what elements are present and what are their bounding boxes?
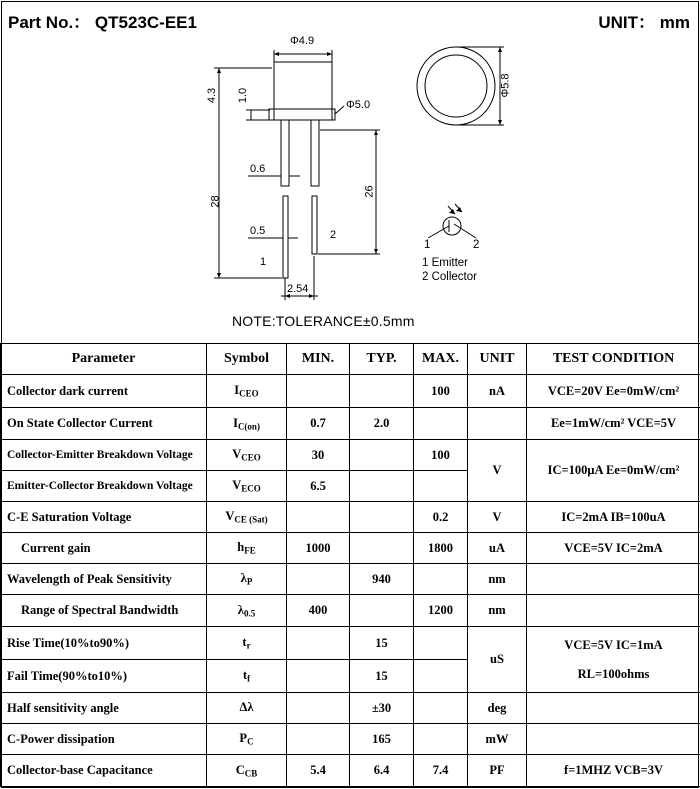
typ-cell [350, 533, 414, 564]
top-view-inner [425, 55, 487, 117]
max-cell: 7.4 [414, 755, 468, 787]
min-cell: 30 [287, 440, 350, 471]
typ-cell [350, 375, 414, 408]
unit-cell: V [468, 440, 527, 502]
max-cell [414, 724, 468, 755]
max-cell: 100 [414, 375, 468, 408]
typ-cell: 15 [350, 627, 414, 660]
min-cell: 5.4 [287, 755, 350, 787]
condition-cell: Ee=1mW/cm² VCE=5V [527, 408, 700, 440]
typ-cell [350, 502, 414, 533]
symbol-cell: $t_f$ [207, 660, 287, 693]
symbol-cell: $V_{ECO}$ [207, 471, 287, 502]
dim-body-height: 4.3 [206, 87, 219, 104]
param-cell: Emitter-Collector Breakdown Voltage [1, 471, 207, 502]
min-cell [287, 375, 350, 408]
unit-label: UNIT： [598, 13, 656, 32]
dim-flange-height: 1.0 [237, 87, 250, 104]
unit-cell: V [468, 502, 527, 533]
typ-cell [350, 595, 414, 627]
table-row [1, 440, 700, 471]
unit-value: mm [659, 13, 690, 32]
param-cell: C-E Saturation Voltage [1, 502, 207, 533]
table-row [1, 564, 700, 595]
unit-cell: uA [468, 533, 527, 564]
typ-cell: 165 [350, 724, 414, 755]
dim-total-length: 28 [209, 195, 222, 208]
pin-2-label: 2 [330, 229, 337, 241]
typ-cell [350, 440, 414, 471]
schematic-pin-1: 1 [424, 239, 431, 251]
param-cell: C-Power dissipation [1, 724, 207, 755]
dim-top-diameter: Φ5.8 [499, 73, 512, 98]
min-cell [287, 693, 350, 724]
legend-emitter: 1 Emitter [422, 257, 469, 269]
header-max: MAX. [414, 344, 468, 375]
table-row [1, 595, 700, 627]
min-cell: 0.7 [287, 408, 350, 440]
symbol-cell: $I_{C(on)}$ [207, 408, 287, 440]
max-cell [414, 627, 468, 660]
condition-cell: f=1MHZ VCB=3V [527, 755, 700, 787]
header-parameter: Parameter [1, 344, 207, 375]
header-unit: UNIT [468, 344, 527, 375]
min-cell [287, 564, 350, 595]
unit-cell: PF [468, 755, 527, 787]
legend-collector: 2 Collector [422, 271, 477, 283]
symbol-cell: $h_{FE}$ [207, 533, 287, 564]
condition-cell: VCE=20V Ee=0mW/cm² [527, 375, 700, 408]
condition-cell: IC=2mA IB=100uA [527, 502, 700, 533]
unit-cell: mW [468, 724, 527, 755]
min-cell [287, 627, 350, 660]
unit-cell: nm [468, 595, 527, 627]
symbol-cell: $C_{CB}$ [207, 755, 287, 787]
flange [269, 109, 335, 120]
min-cell: 1000 [287, 533, 350, 564]
dim-pitch: 2.54 [287, 283, 309, 295]
part-label: Part No.： [8, 13, 91, 32]
dim-cap-diameter: Φ4.9 [290, 35, 315, 47]
min-cell [287, 660, 350, 693]
specification-table [0, 343, 700, 787]
param-cell: Wavelength of Peak Sensitivity [1, 564, 207, 595]
dim-flange-diameter: Φ5.0 [346, 99, 371, 111]
lead-2-lower [312, 196, 317, 254]
symbol-cell: $P_C$ [207, 724, 287, 755]
typ-cell [350, 471, 414, 502]
table-row [1, 693, 700, 724]
param-cell: Current gain [1, 533, 207, 564]
phototransistor-symbol [443, 217, 461, 235]
param-cell: Half sensitivity angle [1, 693, 207, 724]
max-cell [414, 693, 468, 724]
max-cell [414, 408, 468, 440]
param-cell: Fail Time(90%to10%) [1, 660, 207, 693]
unit-cell: uS [468, 627, 527, 693]
header-min: MIN. [287, 344, 350, 375]
min-cell [287, 724, 350, 755]
condition-cell: VCE=5V IC=2mA [527, 533, 700, 564]
max-cell: 1800 [414, 533, 468, 564]
pin-1-label: 1 [260, 256, 267, 268]
typ-cell: 6.4 [350, 755, 414, 787]
condition-cell: VCE=5V IC=1mA RL=100ohms [527, 627, 700, 693]
lead-1-lower [283, 196, 288, 278]
symbol-cell: $I_{CEO}$ [207, 375, 287, 408]
typ-cell: 940 [350, 564, 414, 595]
condition-cell [527, 595, 700, 627]
condition-cell [527, 564, 700, 595]
header-symbol: Symbol [207, 344, 287, 375]
schematic-pin-2: 2 [473, 239, 480, 251]
lens-body [274, 62, 332, 120]
table-row [1, 724, 700, 755]
symbol-cell: $\lambda_{0.5}$ [207, 595, 287, 627]
param-cell: Rise Time(10%to90%) [1, 627, 207, 660]
top-view-outer [417, 47, 495, 125]
dimension-drawing-svg [0, 0, 700, 343]
min-cell: 6.5 [287, 471, 350, 502]
condition-cell: IC=100μA Ee=0mW/cm² [527, 440, 700, 502]
symbol-cell: Δλ [207, 693, 287, 724]
symbol-cell: $t_r$ [207, 627, 287, 660]
dim-lead-thickness: 0.5 [250, 225, 266, 237]
tolerance-note: NOTE:TOLERANCE±0.5mm [232, 313, 415, 329]
symbol-cell: $\lambda_P$ [207, 564, 287, 595]
lead-2-upper [311, 120, 319, 186]
part-number: QT523C-EE1 [94, 13, 197, 32]
max-cell: 1200 [414, 595, 468, 627]
param-cell: Collector dark current [1, 375, 207, 408]
table-header-row [1, 344, 700, 375]
unit-cell: nm [468, 564, 527, 595]
table-row [1, 375, 700, 408]
dim-lead-width: 0.6 [250, 163, 266, 175]
table-row [1, 533, 700, 564]
max-cell [414, 471, 468, 502]
table-row [1, 755, 700, 787]
condition-cell [527, 724, 700, 755]
param-cell: Range of Spectral Bandwidth [1, 595, 207, 627]
param-cell: On State Collector Current [1, 408, 207, 440]
symbol-cell: $V_{CEO}$ [207, 440, 287, 471]
max-cell: 0.2 [414, 502, 468, 533]
unit-cell [468, 408, 527, 440]
symbol-cell: $V_{CE (Sat)}$ [207, 502, 287, 533]
table-row [1, 627, 700, 660]
table-row [1, 502, 700, 533]
typ-cell: ±30 [350, 693, 414, 724]
unit-cell: deg [468, 693, 527, 724]
max-cell [414, 564, 468, 595]
header-test-condition: TEST CONDITION [527, 344, 700, 375]
max-cell: 100 [414, 440, 468, 471]
condition-cell [527, 693, 700, 724]
min-cell [287, 502, 350, 533]
package-drawing [0, 0, 700, 343]
param-cell: Collector-Emitter Breakdown Voltage [1, 440, 207, 471]
unit-cell: nA [468, 375, 527, 408]
lead-1-upper [281, 120, 289, 186]
typ-cell: 15 [350, 660, 414, 693]
min-cell: 400 [287, 595, 350, 627]
header-typ: TYP. [350, 344, 414, 375]
max-cell [414, 660, 468, 693]
table-row [1, 408, 700, 440]
dim-lead-length: 26 [363, 185, 376, 198]
param-cell: Collector-base Capacitance [1, 755, 207, 787]
typ-cell: 2.0 [350, 408, 414, 440]
